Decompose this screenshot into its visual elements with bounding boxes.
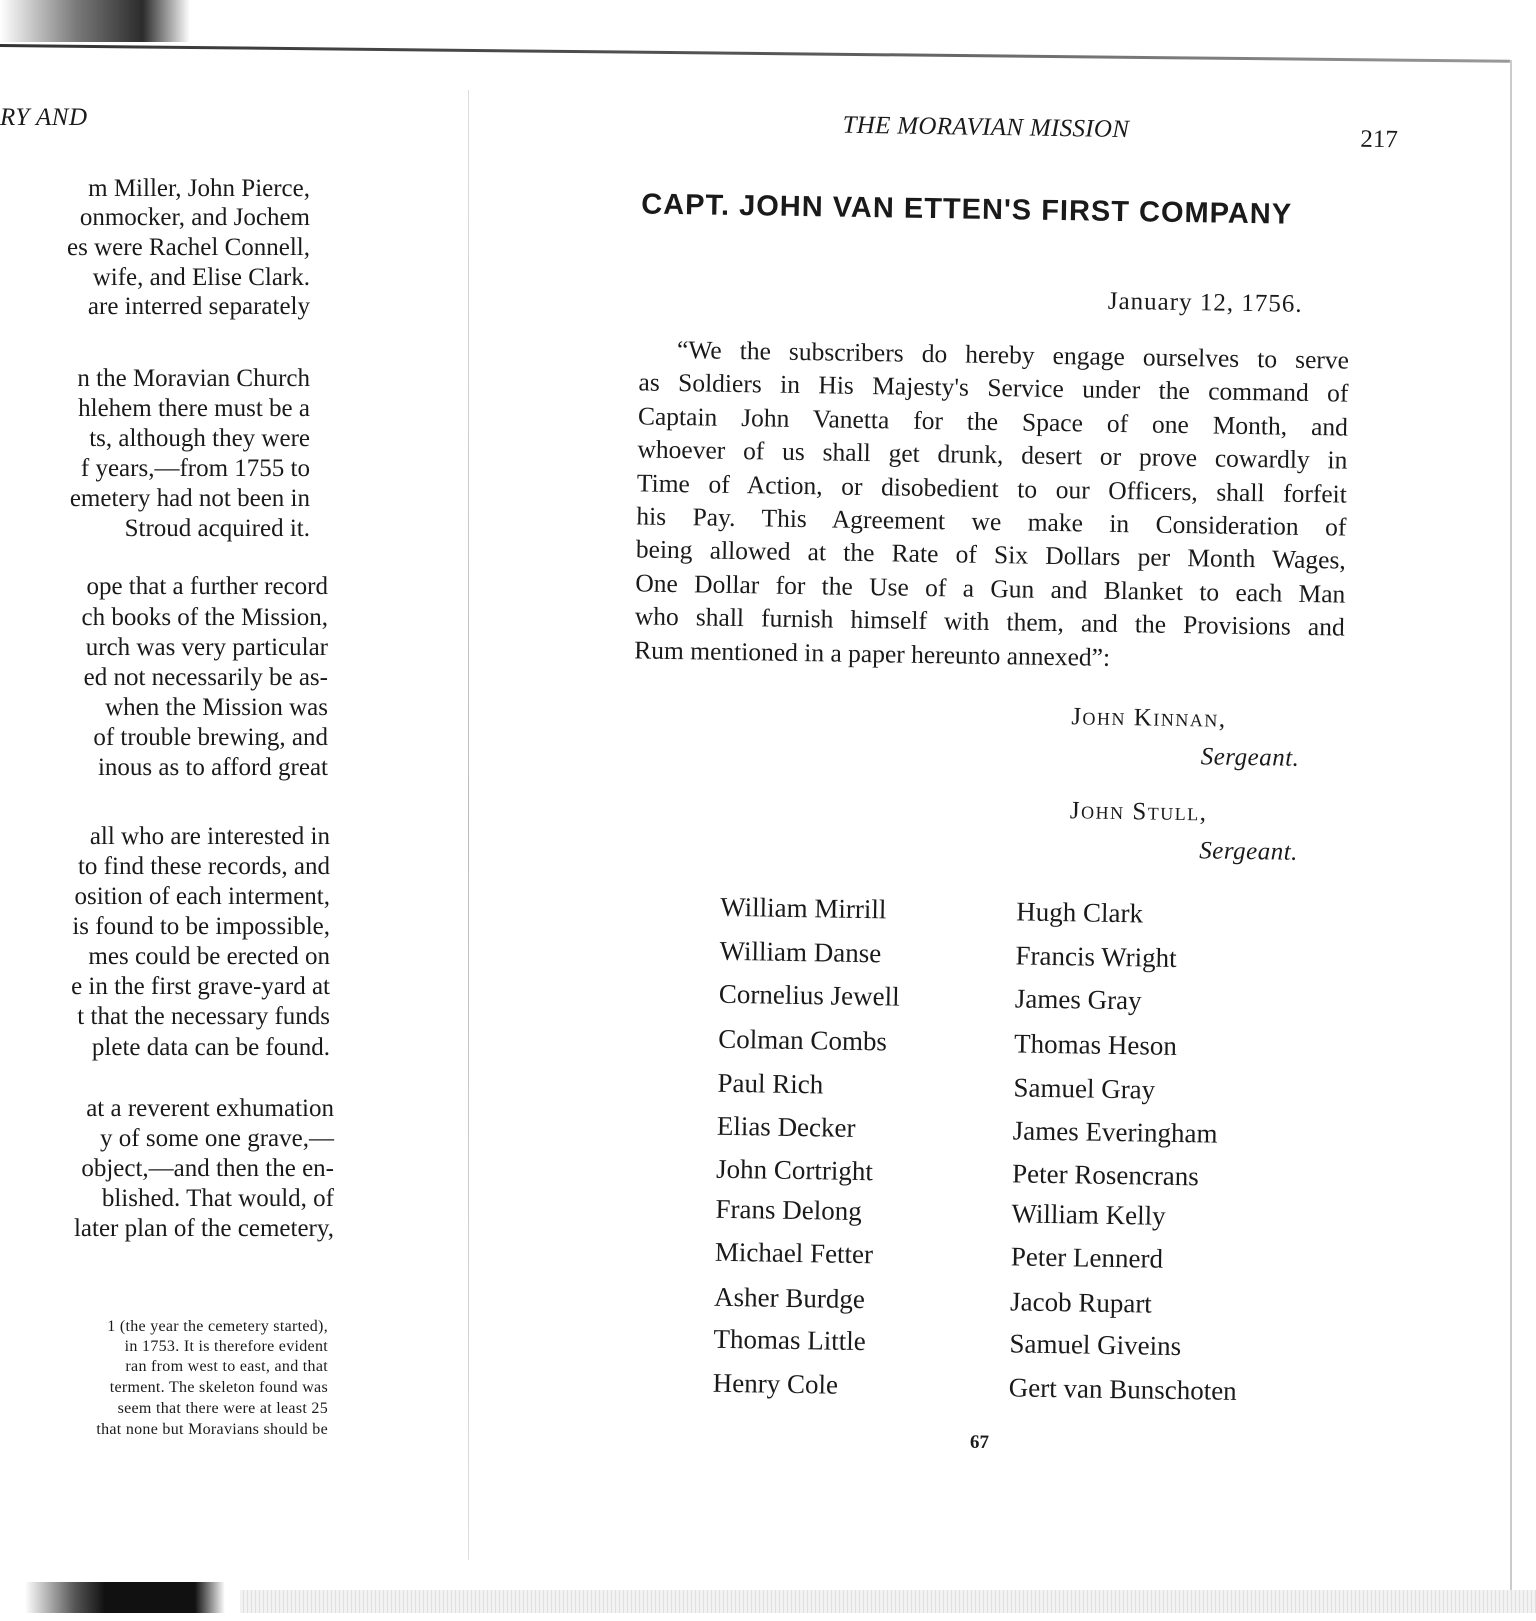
agreement-line: his Pay. This Agreement we make in Consideration of <box>636 501 1347 542</box>
agreement-line: whoever of us shall get drunk, desert or prove cowardly in <box>637 434 1348 475</box>
left-line: es were Rachel Connell, <box>67 234 310 261</box>
roster-name: Michael Fetter <box>714 1236 874 1270</box>
left-line: are interred separately <box>87 293 310 320</box>
agreement-line: One Dollar for the Use of a Gun and Blanket to each Man <box>635 568 1346 609</box>
roster-name: Paul Rich <box>717 1067 824 1100</box>
agreement-line: who shall furnish himself with them, and the Provisions and <box>634 601 1345 642</box>
footnote-line: terment. The skeleton found was <box>109 1379 328 1396</box>
left-line: e in the first grave-yard at <box>71 973 330 1000</box>
left-line: ope that a further record <box>86 573 328 600</box>
roster-name: William Kelly <box>1011 1198 1166 1231</box>
left-line: plete data can be found. <box>91 1034 330 1061</box>
left-line: later plan of the cemetery, <box>73 1215 334 1242</box>
left-line: ch books of the Mission, <box>81 604 328 631</box>
roster-name: Colman Combs <box>717 1023 888 1057</box>
left-line: y of some one grave,— <box>100 1125 334 1152</box>
left-line: to find these records, and <box>77 853 330 880</box>
agreement-line: Captain John Vanetta for the Space of one Month, and <box>637 401 1349 442</box>
left-line: inous as to afford great <box>97 754 328 781</box>
left-line: ed not necessarily be as- <box>83 664 328 691</box>
footnote-line: in 1753. It is therefore evident <box>124 1338 328 1355</box>
left-line: m Miller, John Pierce, <box>88 175 310 202</box>
left-line: t that the necessary funds <box>77 1003 330 1030</box>
agreement-line: Rum mentioned in a paper hereunto annexed”: <box>634 635 1111 672</box>
footnote-line: 1 (the year the cemetery started), <box>107 1318 328 1335</box>
page-number: 217 <box>1360 125 1399 154</box>
roster-name: Frans Delong <box>715 1193 862 1227</box>
agreement-line: Time of Action, or disobedient to our Officers, shall forfeit <box>636 468 1348 509</box>
roster-name: Gert van Bunschoten <box>1008 1372 1237 1406</box>
signature-name: John Kinnan, <box>1071 703 1227 733</box>
left-line: urch was very particular <box>85 634 328 661</box>
footnote-line: seem that there were at least 25 <box>117 1400 328 1417</box>
folio-number: 67 <box>969 1431 990 1454</box>
document-date: January 12, 1756. <box>1107 287 1303 318</box>
left-line: is found to be impossible, <box>72 913 330 940</box>
left-line: hlehem there must be a <box>78 395 310 422</box>
roster-name: Hugh Clark <box>1016 896 1144 929</box>
signature-role: Sergeant. <box>1200 743 1300 772</box>
roster-name: Elias Decker <box>716 1110 856 1143</box>
roster-name: Jacob Rupart <box>1009 1286 1153 1319</box>
left-line: n the Moravian Church <box>77 365 310 392</box>
running-head: THE MORAVIAN MISSION <box>842 111 1130 144</box>
left-running-head: RY AND <box>0 104 88 131</box>
roster-name: Peter Rosencrans <box>1011 1158 1200 1192</box>
left-line: at a reverent exhumation <box>86 1095 334 1122</box>
agreement-line: as Soldiers in His Majesty's Service under the command of <box>638 367 1349 408</box>
signature-role: Sergeant. <box>1199 837 1299 866</box>
left-line: Stroud acquired it. <box>124 515 310 542</box>
roster-name: Peter Lennerd <box>1010 1241 1164 1274</box>
roster-name: John Cortright <box>715 1153 874 1187</box>
roster-name: James Gray <box>1014 983 1142 1016</box>
footnote-line: that none but Moravians should be <box>96 1421 328 1438</box>
right-page <box>457 0 1522 1621</box>
left-line: object,—and then the en- <box>81 1155 334 1182</box>
company-roster <box>712 891 1321 1406</box>
left-line: emetery had not been in <box>69 485 310 512</box>
left-line: osition of each interment, <box>74 883 330 910</box>
left-line: of trouble brewing, and <box>93 724 328 751</box>
footnote-line: ran from west to east, and that <box>125 1358 328 1375</box>
left-line: mes could be erected on <box>88 943 330 970</box>
roster-name: James Everingham <box>1012 1115 1218 1149</box>
left-line: blished. That would, of <box>101 1185 334 1212</box>
left-line: wife, and Elise Clark. <box>92 264 310 291</box>
roster-name: Thomas Heson <box>1013 1028 1178 1061</box>
agreement-text <box>634 332 1349 677</box>
left-line: when the Mission was <box>105 694 328 721</box>
left-line: all who are interested in <box>89 823 330 850</box>
agreement-line: “We the subscribers do hereby engage ourselves to serve <box>676 335 1350 375</box>
roster-name: Samuel Gray <box>1013 1072 1156 1105</box>
left-line: ts, although they were <box>89 425 310 452</box>
roster-name: Francis Wright <box>1015 940 1177 973</box>
roster-name: William Mirrill <box>720 891 887 925</box>
article-title: CAPT. JOHN VAN ETTEN'S FIRST COMPANY <box>641 188 1293 231</box>
signature-name: John Stull, <box>1069 797 1208 827</box>
left-line: onmocker, and Jochem <box>79 204 310 231</box>
roster-name: Henry Cole <box>712 1367 839 1400</box>
roster-name: Thomas Little <box>713 1323 866 1357</box>
roster-name: William Danse <box>719 935 882 969</box>
roster-name: Cornelius Jewell <box>718 978 900 1012</box>
roster-name: Asher Burdge <box>713 1281 866 1315</box>
left-line: f years,—from 1755 to <box>80 455 310 482</box>
agreement-line: being allowed at the Rate of Six Dollars per Month Wages, <box>635 534 1347 575</box>
left-page <box>0 0 460 1613</box>
roster-name: Samuel Giveins <box>1009 1328 1182 1362</box>
